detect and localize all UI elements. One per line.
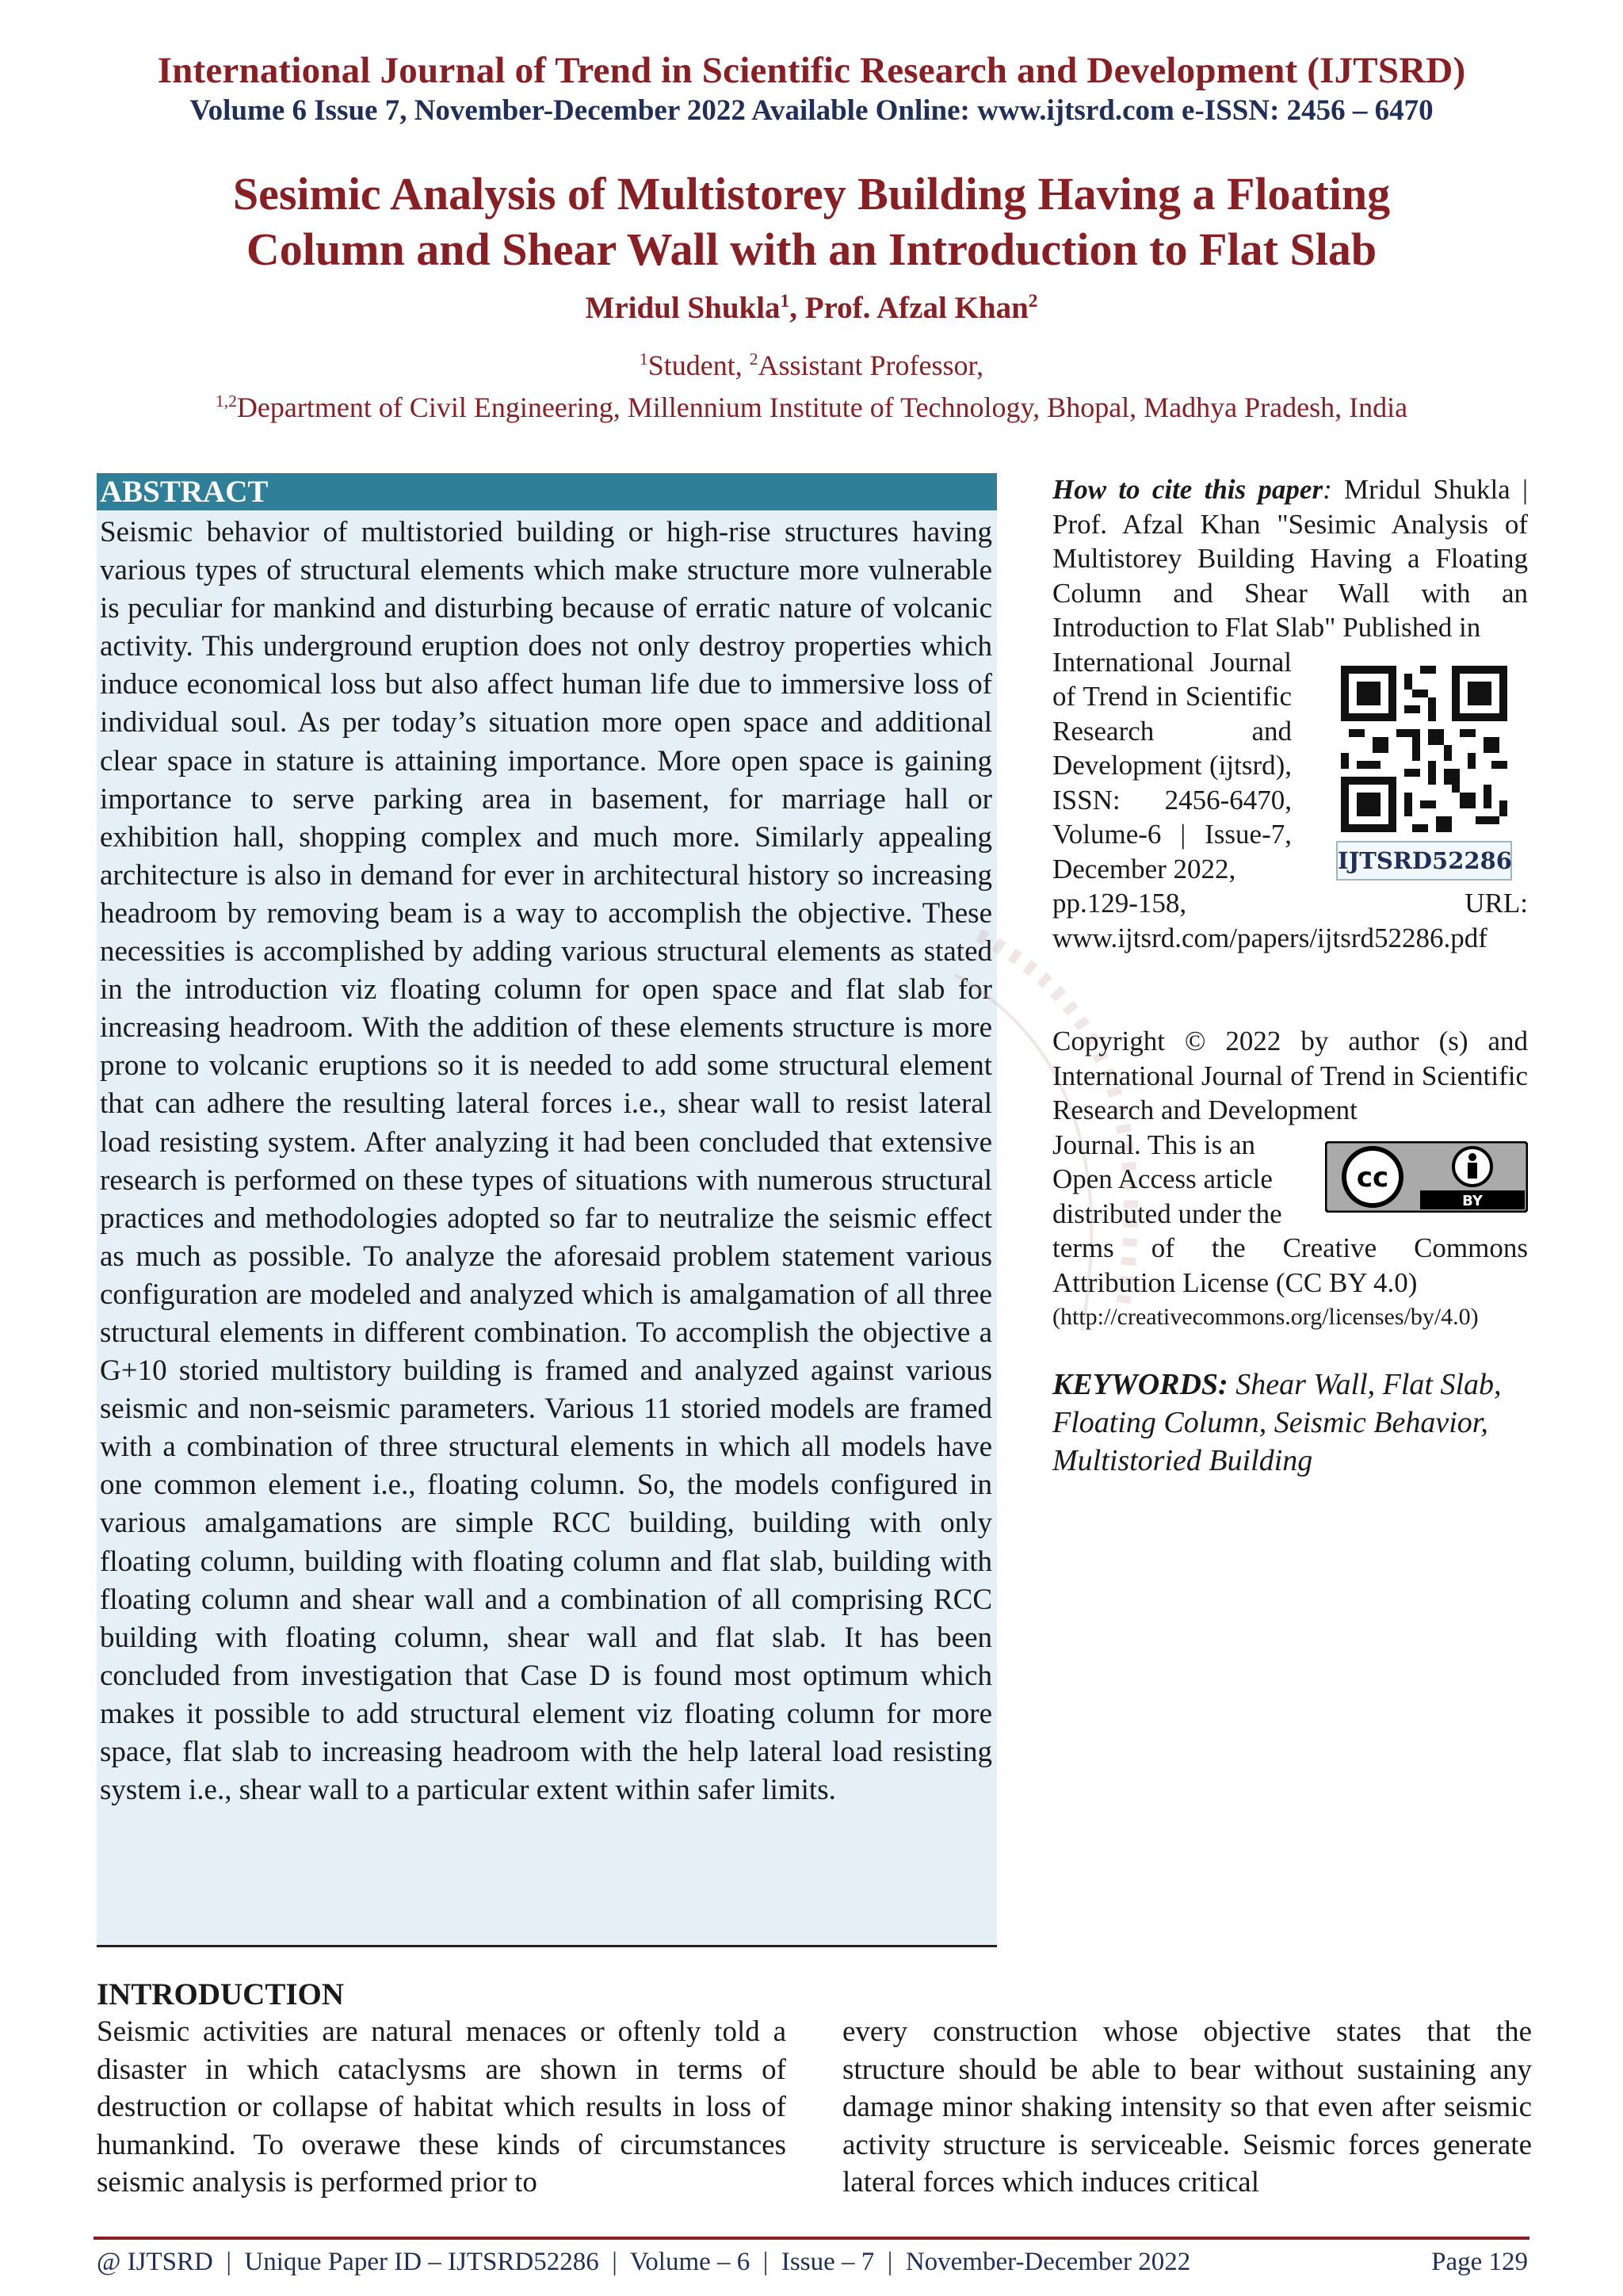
affiliation	[0, 391, 1623, 424]
paper-title	[0, 166, 1623, 277]
cc-by-label: BY	[1462, 1193, 1483, 1209]
citation-colon: :	[1323, 474, 1332, 505]
author-1: Mridul Shukla	[585, 291, 781, 325]
abstract-text: Seismic behavior of multistoried building or high-rise structures having various types of structural elements which make structure more vulnerable is peculiar for mankind and disturbing because of erratic nature of volcanic activity. This underground eruption does not only destroy properties which induce economical loss but also affect human life due to immersive loss of individual soul. As per today’s situation more open space and additional clear space in stature is attaining importance. More open space is gaining importance to serve parking area in basement, for marriage hall or exhibition hall, shopping complex and much more. Similarly appealing architecture is also in demand for ever in architectural history so increasing headroom by removing beam is a way to accomplish the objective. These necessities is accomplished by adding various structural elements as stated in the introduction viz floating column for open space and flat slab for increasing headroom. With the addition of these elements structure is more prone to volcanic eruptions so it is needed to add some structural element that can adhere the resulting lateral forces i.e., shear wall to resist lateral load resisting system. After analyzing it had been concluded that extensive research is performed on these types of situations with numerous structural practices and methodologies adopted so far to neutralize the seismic effect as much as possible. To analyze the aforesaid problem statement various configuration are modeled and analyzed which is amalgamation of all three structural elements in different combination. To accomplish the objective a G+10 storied multistory building is framed and analyzed against various seismic and non-seismic parameters. Various 11 storied models are framed with a combination of three structural elements in which all models have one common element i.e., floating column. So, the models configured in various amalgamations are simple RCC building, building with only floating column, building with floating column and flat slab, building with floating column and shear wall and a combination of all comprising RCC building with floating column, shear wall and flat slab. It has been concluded from investigation that Case D is found most optimum which makes it possible to add structural element viz floating column for more space, flat slab to increasing headroom with the help lateral load resisting system i.e., shear wall to a particular extent within safer limits.	[100, 516, 992, 1807]
author-roles	[0, 349, 1623, 382]
author-list	[0, 290, 1623, 326]
license-link[interactable]: (http://creativecommons.org/licenses/by/4.0)	[1052, 1304, 1479, 1330]
citation-label: How to cite this paper	[1052, 474, 1323, 505]
copyright-text: Copyright © 2022 by author (s) and International Journal of Trend in Scientific Research and Development	[1052, 1026, 1528, 1125]
introduction-heading: INTRODUCTION	[97, 1977, 345, 2011]
cc-by-license-icon[interactable]	[1325, 1141, 1528, 1213]
copyright-text-narrow: Journal. This is an Open Access article distributed under the	[1052, 1129, 1282, 1229]
title-line-2: Column and Shear Wall with an Introduction to Flat Slab	[246, 223, 1377, 275]
role-mark-1: 1	[639, 350, 648, 369]
svg-text:cc: cc	[1356, 1162, 1389, 1194]
abstract-heading: ABSTRACT	[97, 473, 997, 510]
role-mark-2: 2	[749, 350, 758, 369]
affiliation-department: Department of Civil Engineering, Millennium Institute of Technology, Bhopal, Madhya Pradesh, India	[236, 392, 1408, 423]
author-2-affiliation-mark: 2	[1028, 291, 1038, 311]
affiliation-mark: 1,2	[215, 392, 237, 411]
title-line-1: Sesimic Analysis of Multistorey Building Having a Floating	[232, 168, 1391, 220]
abstract-box	[97, 473, 997, 1947]
citation-text-narrow: International Journal of Trend in Scientific Research and Development (ijtsrd), ISSN: 2456-6470, Volume-6 | Issue-7, December 2022,	[1052, 646, 1292, 884]
keywords-text: Shear Wall, Flat Slab, Floating Column, Seismic Behavior, Multistoried Building	[1052, 1368, 1502, 1477]
qr-block	[1336, 666, 1512, 896]
keywords	[1052, 1366, 1528, 1480]
introduction-left-column: Seismic activities are natural menaces or oftenly told a disaster in which cataclysms are shown in terms of destruction or collapse of habitat which results in loss of humankind. To overawe these kinds of circumstances seismic analysis is performed prior to	[97, 2015, 786, 2199]
author-2: Prof. Afzal Khan	[804, 291, 1029, 325]
author-separator: ,	[789, 291, 805, 325]
introduction-right-column: every construction whose objective states that the structure should be able to bear without sustaining any damage minor shaking intensity so that even after seismic activity structure is serviceable. Seismic forces generate lateral forces which induces critical	[842, 2015, 1532, 2199]
footer-info: @ IJTSRD | Unique Paper ID – IJTSRD52286 | Volume – 6 | Issue – 7 | November-December 2022	[97, 2248, 1191, 2276]
journal-name: International Journal of Trend in Scientific Research and Development (IJTSRD)	[157, 50, 1466, 91]
citation-url[interactable]: pp.129-158, URL: www.ijtsrd.com/papers/ijtsrd52286.pdf	[1052, 888, 1528, 953]
author-1-affiliation-mark: 1	[780, 291, 790, 311]
keywords-label: KEYWORDS:	[1052, 1368, 1228, 1401]
footer-rule	[94, 2237, 1529, 2240]
page-footer	[97, 2248, 1528, 2277]
copyright-license: terms of the Creative Commons Attribution License (CC BY 4.0)	[1052, 1232, 1528, 1298]
citation-text: Mridul Shukla | Prof. Afzal Khan "Sesimic Analysis of Multistorey Building Having a Floating Column and Shear Wall with an Introduction to Flat Slab" Published in	[1052, 474, 1528, 643]
journal-info: Volume 6 Issue 7, November-December 2022 Available Online: www.ijtsrd.com e-ISSN: 2456 – 6470	[189, 94, 1434, 127]
qr-code-icon[interactable]	[1341, 666, 1507, 832]
role-1: Student,	[647, 350, 750, 381]
role-2: Assistant Professor,	[758, 350, 984, 381]
paper-id-badge: IJTSRD52286	[1336, 841, 1512, 881]
page-number: Page 129	[1431, 2248, 1528, 2276]
